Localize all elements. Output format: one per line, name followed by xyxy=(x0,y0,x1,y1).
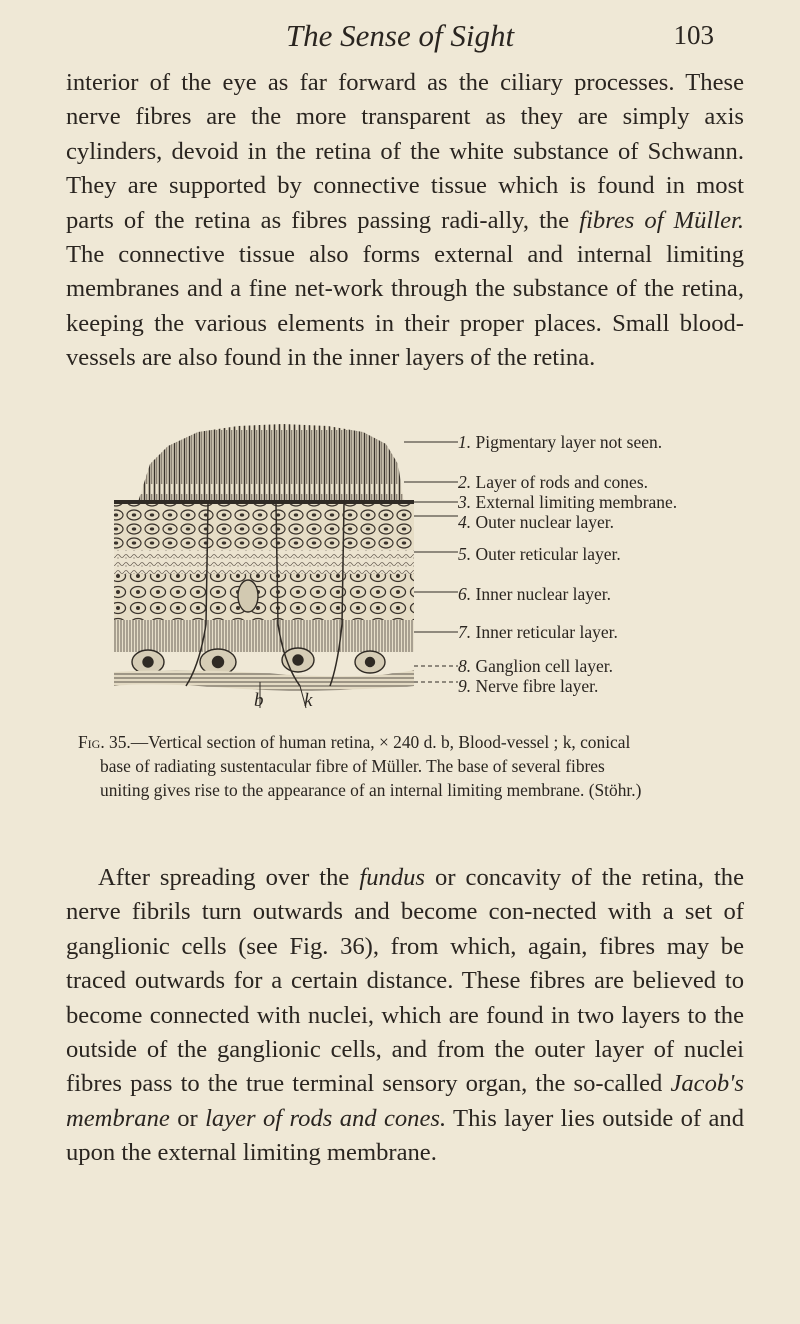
paragraph-2-text-c: or xyxy=(169,1104,206,1132)
blood-vessel xyxy=(238,580,258,612)
retina-section-illustration xyxy=(108,424,458,710)
caption-line-3: uniting gives rise to the appearance of an internal limiting membrane. (Stöhr.) xyxy=(100,780,642,800)
paragraph-2-emphasis-jacob: Jacob's membrane xyxy=(66,1070,744,1132)
layer-label-2: 2. Layer of rods and cones. xyxy=(458,472,649,492)
paragraph-1-text-b: The connective tissue also forms external and internal limiting membranes and a fine net-work through the substance of the retina, keeping the various elements in their proper places. Small blood-vessels are also found in the inner layers of the retina. xyxy=(66,241,744,372)
outer-reticular-layer xyxy=(114,550,414,574)
caption-figure-ref: Fig. 35. xyxy=(78,732,131,752)
layer-label-8: 8. Ganglion cell layer. xyxy=(458,656,614,676)
caption-line-1: Fig. 35.—Vertical section of human retina, × 240 d. b, Blood-vessel ; k, conical xyxy=(78,732,631,752)
paragraph-1-emphasis: fibres of Müller. xyxy=(579,206,744,234)
layer-label-3: 3. External limiting membrane. xyxy=(458,492,678,512)
figure-caption xyxy=(78,730,746,802)
inner-nuclear-layer xyxy=(114,574,414,620)
layer-label-9: 9. Nerve fibre layer. xyxy=(458,676,599,696)
running-title: The Sense of Sight xyxy=(285,18,515,53)
figure-letter-b: b xyxy=(254,690,264,710)
layer-label-6: 6. Inner nuclear layer. xyxy=(458,584,612,604)
page-number: 103 xyxy=(673,20,714,50)
paragraph-2 xyxy=(66,861,744,1171)
figure-letter-k: k xyxy=(304,690,313,710)
figure-layer-labels xyxy=(458,424,758,714)
paragraph-2-text-d: This layer lies outside of and upon the external limiting membrane. xyxy=(66,1104,744,1167)
paragraph-2-emphasis-fundus: fundus xyxy=(359,864,425,891)
external-limiting-membrane xyxy=(114,500,414,504)
paragraph-1 xyxy=(66,66,744,376)
running-head xyxy=(0,18,800,58)
layer-label-4: 4. Outer nuclear layer. xyxy=(458,512,614,532)
layer-label-1: 1. Pigmentary layer not seen. xyxy=(458,432,663,452)
rods-and-cones-layer xyxy=(138,424,404,502)
paragraph-2-text-b: or concavity of the retina, the nerve fibrils turn outwards and become con-nected with a set of ganglionic cells (see Fig. 36), from which, again, fibres may be traced outwards for a certain distance. These fibres are believed to become connected with nuclei, which are found in two layers to the outside of the ganglionic cells, and from the outer layer of nuclei fibres pass to the true terminal sensory organ, the so-called xyxy=(66,864,744,1098)
caption-line-2: base of radiating sustentacular fibre of Müller. The base of several fibres xyxy=(100,756,605,776)
layer-label-7: 7. Inner reticular layer. xyxy=(458,622,618,642)
paragraph-1-text-a: interior of the eye as far forward as the ciliary processes. These nerve fibres are the more transparent as they are simply axis cylinders, devoid in the retina of the white substance of Schwann. They are supported by connective tissue which is found in most parts of the retina as fibres passing radi-ally, the xyxy=(66,69,744,234)
outer-nuclear-layer xyxy=(114,504,414,550)
layer-label-5: 5. Outer reticular layer. xyxy=(458,544,621,564)
paragraph-2-text-a: After spreading over the xyxy=(98,864,360,891)
inner-reticular-layer xyxy=(114,620,414,652)
paragraph-2-emphasis-layer: layer of rods and cones. xyxy=(205,1104,447,1132)
